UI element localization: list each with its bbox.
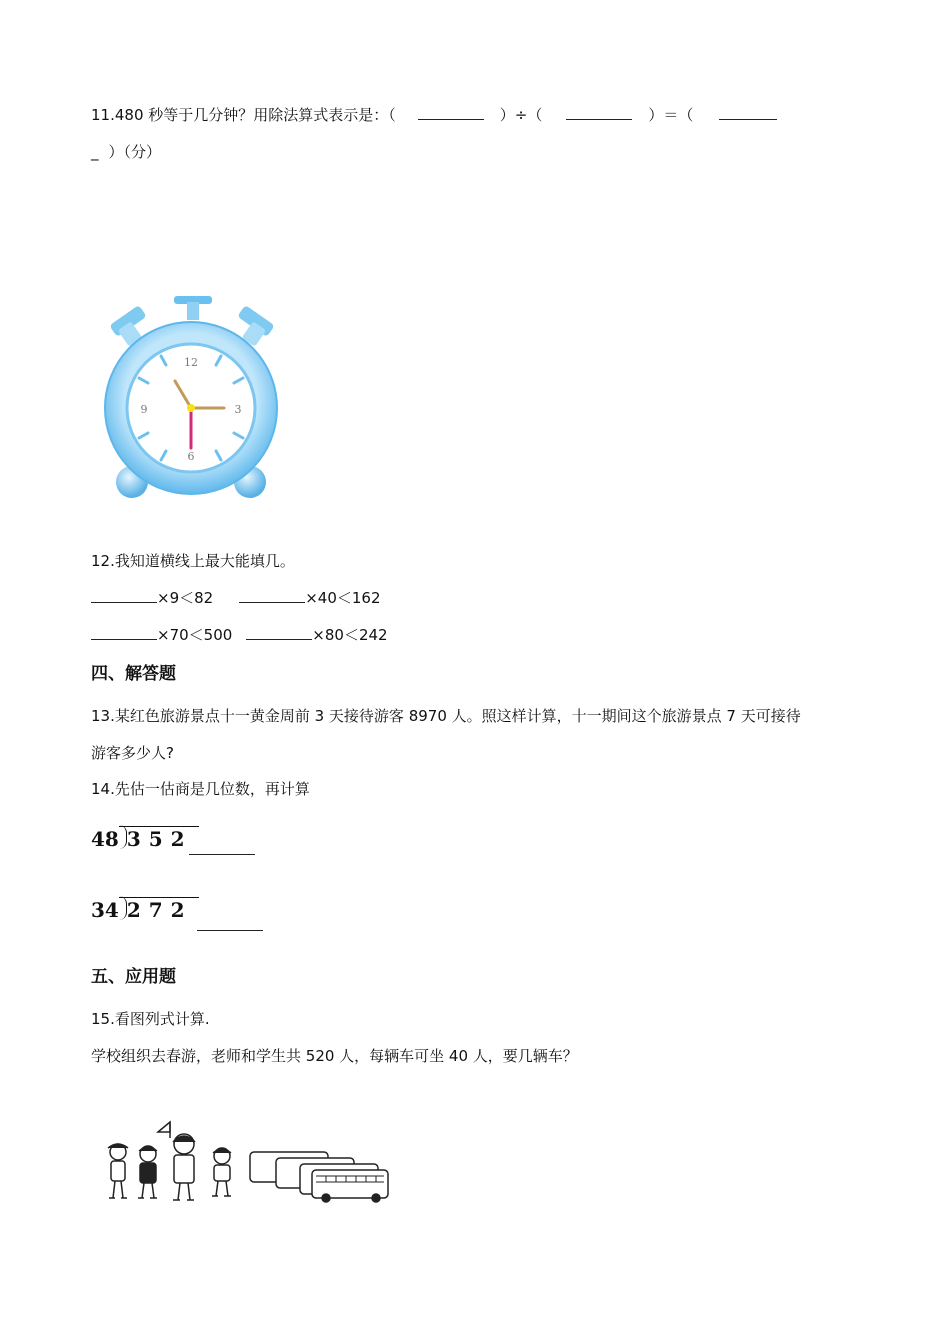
q12-blank-4[interactable] [246,625,312,640]
q11-lead: _ [91,143,99,161]
q15-title: 15.看图列式计算. [91,1010,210,1028]
q15-text: 学校组织去春游，老师和学生共 520 人，每辆车可坐 40 人，要几辆车？ [91,1047,578,1065]
student-3-icon [212,1148,231,1196]
q12-row2 [91,624,388,645]
q13-line1: 13.某红色旅游景点十一黄金周前 3 天接待游客 8970 人。照这样计算，十一期间这个旅游景点 7 天可接待 [91,707,801,725]
q12-expr-2: ×40＜162 [305,589,381,607]
q12-expr-1: ×9＜82 [157,589,214,607]
dividend-1: 352 [119,826,199,851]
q12-expr-3: ×70＜500 [157,626,233,644]
clock-label-6: 6 [187,450,195,463]
q14-title: 14.先估一估商是几位数，再计算 [91,780,310,798]
q11-close1: ）÷（ [499,106,543,124]
q12-expr-4: ×80＜242 [312,626,388,644]
section-4-heading: 四、解答题 [91,664,176,684]
q12-row1 [91,587,381,608]
clock-label-9: 9 [140,403,148,416]
q11-blank-1[interactable] [418,105,484,120]
student-1-icon [108,1144,128,1198]
q11-blank-2[interactable] [566,105,632,120]
student-2-icon [138,1146,157,1198]
answer-blank-1[interactable] [189,853,255,855]
q11-line2 [91,141,161,162]
q12-blank-3[interactable] [91,625,157,640]
q11-tail: ）（分） [108,143,162,161]
divisor-2: 34 [91,898,119,922]
q12-blank-2[interactable] [239,588,305,603]
teacher-icon [173,1134,195,1200]
q12-title: 12.我知道横线上最大能填几。 [91,552,295,570]
long-division-1 [91,826,199,851]
q11-close2: ）＝（ [648,106,694,124]
clock-label-12: 12 [184,356,198,369]
q11-line1 [91,104,777,125]
clock-label-3: 3 [234,403,242,416]
dividend-2: 272 [119,897,199,922]
q13-line2: 游客多少人? [91,744,174,762]
q12-blank-1[interactable] [91,588,157,603]
students-and-buses-image [100,1118,392,1206]
section-5-heading: 五、应用题 [91,967,176,987]
divisor-1: 48 [91,827,119,851]
q11-prefix: 11.480 秒等于几分钟？用除法算式表示是：（ [91,106,396,124]
alarm-clock-image [100,290,286,506]
bus-icons [250,1152,388,1202]
long-division-2 [91,897,199,922]
q11-blank-3[interactable] [719,105,777,120]
answer-blank-2[interactable] [197,929,263,931]
